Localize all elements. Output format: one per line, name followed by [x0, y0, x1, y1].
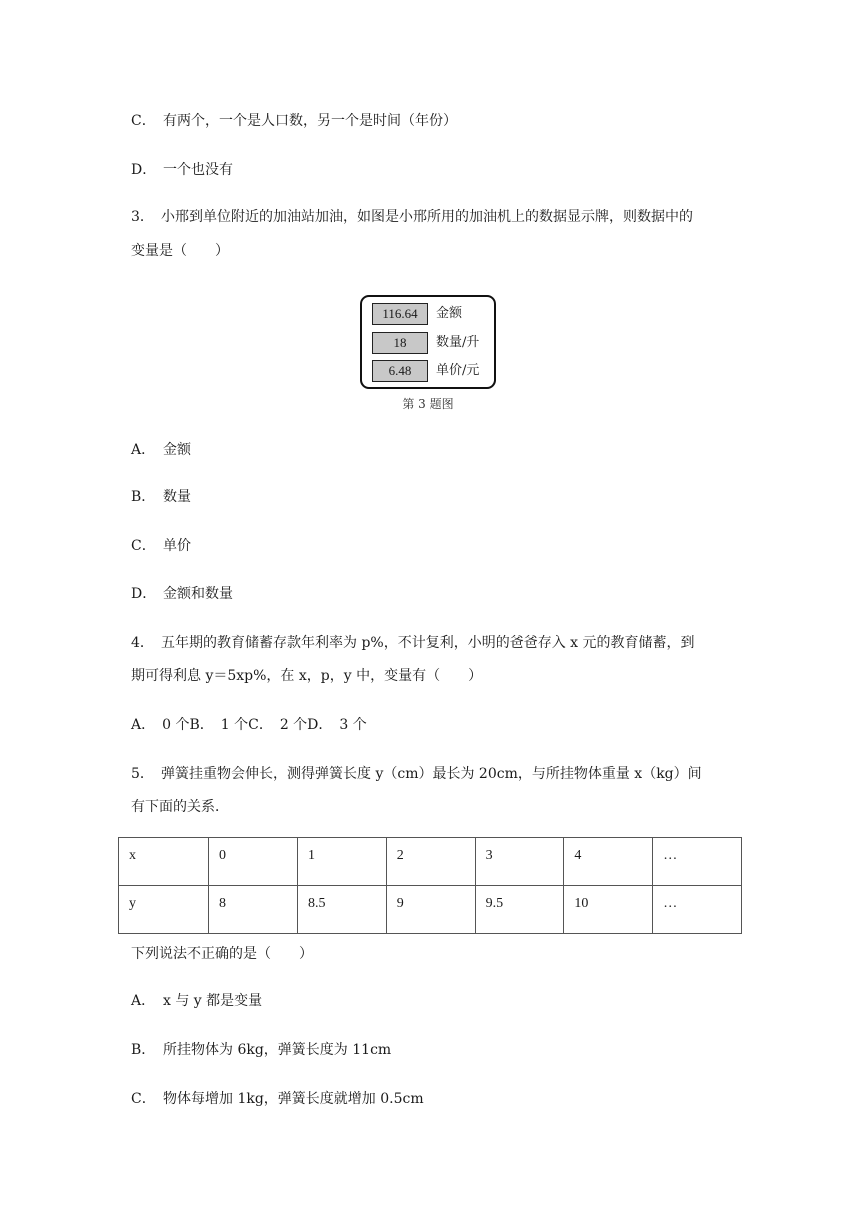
display-row-unit-price: [372, 360, 496, 384]
option-d-prev: [131, 160, 233, 180]
display-value: 116.64: [372, 303, 428, 325]
option-a: [131, 991, 262, 1011]
option-b: [131, 487, 191, 507]
option-c-prev: [131, 111, 457, 131]
question-5-prompt: 下列说法不正确的是（ ）: [131, 946, 313, 962]
question-number: 3．: [131, 209, 154, 225]
option-d: [131, 584, 233, 604]
option-c: [131, 1089, 424, 1109]
option-letter: C．: [131, 113, 156, 129]
option-letter: A．: [131, 442, 156, 458]
display-row-quantity: [372, 332, 496, 356]
table-cell: 1: [298, 838, 387, 886]
display-label: 单价/元: [436, 363, 480, 378]
display-label: 金额: [436, 306, 463, 321]
option-text: x 与 y 都是变量: [163, 993, 263, 1009]
table-row: [119, 838, 742, 886]
table-cell: 3: [475, 838, 564, 886]
option-text: 有两个，一个是人口数，另一个是时间（年份）: [163, 113, 457, 129]
table-cell: y: [119, 886, 209, 934]
table-cell: 0: [209, 838, 298, 886]
question-text: 小邢到单位附近的加油站加油，如图是小邢所用的加油机上的数据显示牌，则数据中的: [161, 209, 693, 225]
option-letter: B．: [131, 1042, 156, 1058]
option-b: [131, 1040, 391, 1060]
option-letter: A．: [131, 993, 156, 1009]
option-text: 数量: [163, 489, 191, 505]
option-text: 金额: [163, 442, 191, 458]
spring-data-table: [118, 837, 742, 934]
table-cell: …: [653, 886, 742, 934]
table-row: [119, 886, 742, 934]
question-4-line2: 期可得利息 y＝5xp%，在 x，p，y 中，变量有（ ）: [131, 668, 483, 684]
table-cell: 4: [564, 838, 653, 886]
question-text: 五年期的教育储蓄存款年利率为 p%，不计复利，小明的爸爸存入 x 元的教育储蓄，到: [161, 635, 695, 651]
display-value: 18: [372, 332, 428, 354]
table-cell: …: [653, 838, 742, 886]
question-4-options: A． 0 个B． 1 个C． 2 个D． 3 个: [131, 717, 367, 733]
display-label: 数量/升: [436, 335, 480, 350]
display-value: 6.48: [372, 360, 428, 382]
table-cell: 8.5: [298, 886, 387, 934]
option-letter: B．: [131, 489, 156, 505]
option-text: 所挂物体为 6kg，弹簧长度为 11cm: [163, 1042, 392, 1058]
option-c: [131, 536, 191, 556]
table-cell: 9: [386, 886, 475, 934]
table-cell: 8: [209, 886, 298, 934]
option-letter: D．: [131, 586, 157, 602]
display-row-amount: [372, 303, 496, 327]
question-number: 4．: [131, 635, 154, 651]
question-text: 弹簧挂重物会伸长，测得弹簧长度 y（cm）最长为 20cm，与所挂物体重量 x（kg）间: [161, 766, 702, 782]
question-5-line1: [131, 764, 702, 784]
option-text: 金额和数量: [163, 586, 233, 602]
question-3-line1: [131, 207, 693, 227]
option-letter: C．: [131, 1091, 156, 1107]
question-4-line1: [131, 633, 695, 653]
table-cell: 10: [564, 886, 653, 934]
question-number: 5．: [131, 766, 154, 782]
figure-caption: 第 3 题图: [402, 397, 454, 411]
table-cell: x: [119, 838, 209, 886]
option-letter: C．: [131, 538, 156, 554]
option-text: 物体每增加 1kg，弹簧长度就增加 0.5cm: [163, 1091, 424, 1107]
table-cell: 9.5: [475, 886, 564, 934]
option-text: 单价: [163, 538, 191, 554]
pump-display-figure: [360, 295, 496, 389]
question-5-line2: 有下面的关系．: [131, 799, 229, 815]
option-text: 一个也没有: [163, 162, 233, 178]
option-letter: D．: [131, 162, 157, 178]
table-cell: 2: [386, 838, 475, 886]
option-a: [131, 440, 191, 460]
question-3-line2: 变量是（ ）: [131, 243, 229, 259]
